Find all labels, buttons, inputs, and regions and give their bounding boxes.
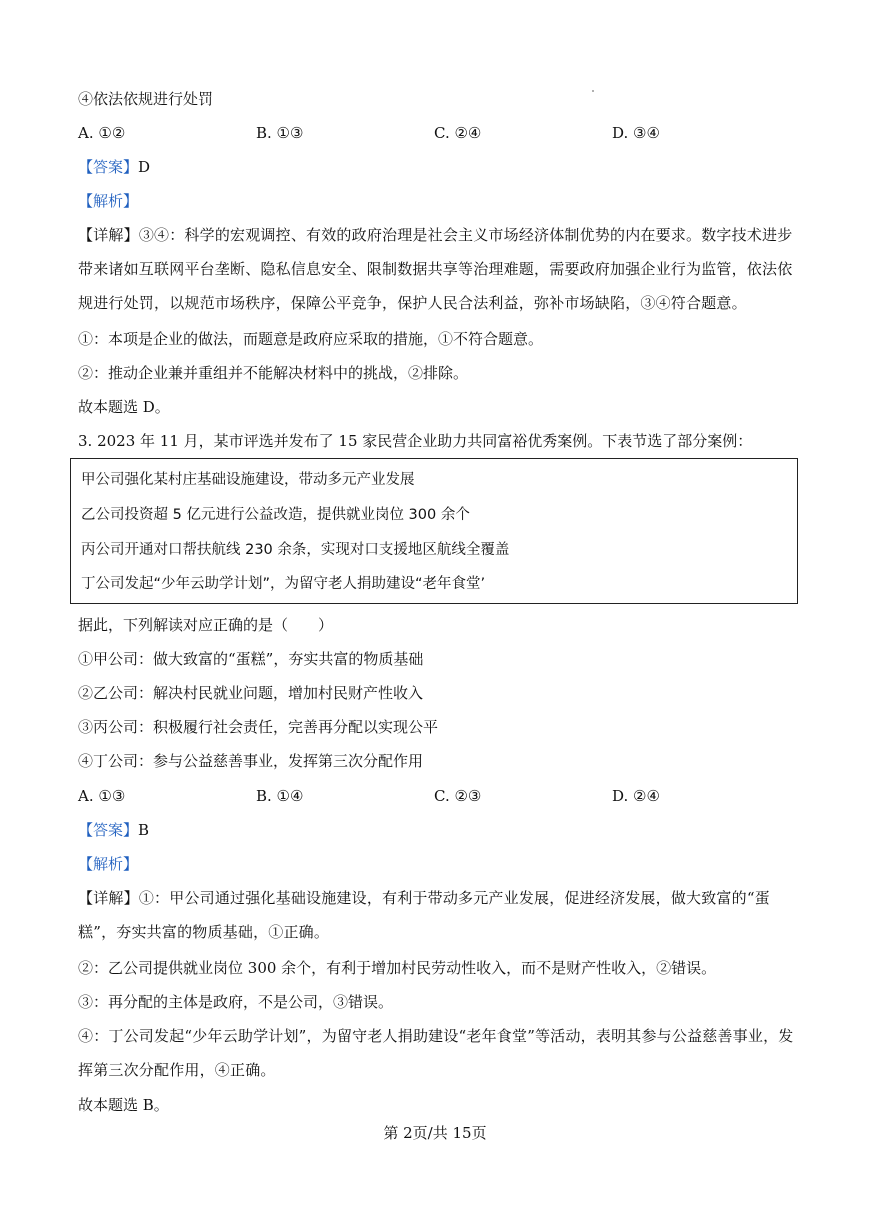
q3-item-4: ④丁公司：参与公益慈善事业，发挥第三次分配作用: [78, 752, 424, 770]
answer-value: B: [138, 821, 150, 839]
q3-conclusion: 故本题选 B。: [78, 1096, 169, 1114]
q2-item-4: ④依法依规进行处罚: [78, 90, 214, 108]
q3-stem: 3. 2023 年 11 月，某市评选并发布了 15 家民营企业助力共同富裕优秀案例。下表节选了部分案例：: [78, 432, 753, 450]
case-row-4: 丁公司发起“少年云助学计划”，为留守老人捐助建设“老年食堂’: [81, 576, 486, 592]
q3-item-1: ①甲公司：做大致富的“蛋糕”，夯实共富的物质基础: [78, 650, 424, 668]
detail-text: ①：甲公司通过强化基础设施建设，有利于带动多元产业发展，促进经济发展，做大致富的“蛋糕”，夯实共富的物质基础，①正确。: [78, 889, 770, 941]
case-table: [70, 458, 798, 604]
q3-item-3: ③丙公司：积极履行社会责任，完善再分配以实现公平: [78, 718, 439, 736]
q2-option-c: C. ②④: [434, 124, 482, 142]
q2-detail-3: ②：推动企业兼并重组并不能解决材料中的挑战，②排除。: [78, 364, 469, 382]
page-footer: 第 2页/共 15页: [383, 1124, 487, 1142]
q3-question: 据此，下列解读对应正确的是（ ）: [78, 616, 334, 634]
q2-conclusion: 故本题选 D。: [78, 398, 170, 416]
answer-tag: 【答案】: [78, 821, 139, 839]
q3-option-b: B. ①④: [256, 787, 304, 805]
q2-option-a: A. ①②: [78, 124, 126, 142]
answer-tag: 【答案】: [78, 158, 139, 176]
q2-detail-2: ①：本项是企业的做法，而题意是政府应采取的措施，①不符合题意。: [78, 330, 544, 348]
q3-detail-4: ④：丁公司发起“少年云助学计划”，为留守老人捐助建设“老年食堂”等活动，表明其参与公益慈善事业，发挥第三次分配作用，④正确。: [78, 1027, 794, 1079]
case-row-3: 丙公司开通对口帮扶航线 230 余条，实现对口支援地区航线全覆盖: [81, 542, 510, 558]
q3-option-c: C. ②③: [434, 787, 482, 805]
case-row-1: 甲公司强化某村庄基础设施建设，带动多元产业发展: [81, 472, 415, 488]
q2-option-b: B. ①③: [256, 124, 304, 142]
q3-option-a: A. ①③: [78, 787, 126, 805]
q2-detail-1: [78, 218, 800, 320]
q3-item-2: ②乙公司：解决村民就业问题，增加村民财产性收入: [78, 684, 424, 702]
q2-answer: [78, 156, 150, 178]
detail-tag: 【详解】: [78, 889, 139, 907]
detail-tag: 【详解】: [78, 226, 139, 244]
q2-option-d: D. ③④: [612, 124, 660, 142]
case-row-2: 乙公司投资超 5 亿元进行公益改造，提供就业岗位 300 余个: [81, 507, 470, 523]
scan-speck: [592, 90, 594, 92]
q3-analysis-tag: 【解析】: [78, 855, 139, 873]
detail-text: ③④：科学的宏观调控、有效的政府治理是社会主义市场经济体制优势的内在要求。数字技术进步带来诸如互联网平台垄断、隐私信息安全、限制数据共享等治理难题，需要政府加强企业行为监管，依法依规进行处罚，以规范市场秩序，保障公平竞争，保护人民合法利益，弥补市场缺陷，③④符合题意。: [78, 226, 793, 312]
q3-detail-2: ②：乙公司提供就业岗位 300 余个，有利于增加村民劳动性收入，而不是财产性收入，②错误。: [78, 959, 717, 977]
q2-analysis-tag: 【解析】: [78, 192, 139, 210]
q3-option-d: D. ②④: [612, 787, 660, 805]
answer-value: D: [138, 158, 151, 176]
q3-answer: [78, 819, 149, 841]
q3-detail-3: ③：再分配的主体是政府，不是公司，③错误。: [78, 993, 394, 1011]
q3-detail-1: [78, 881, 800, 949]
